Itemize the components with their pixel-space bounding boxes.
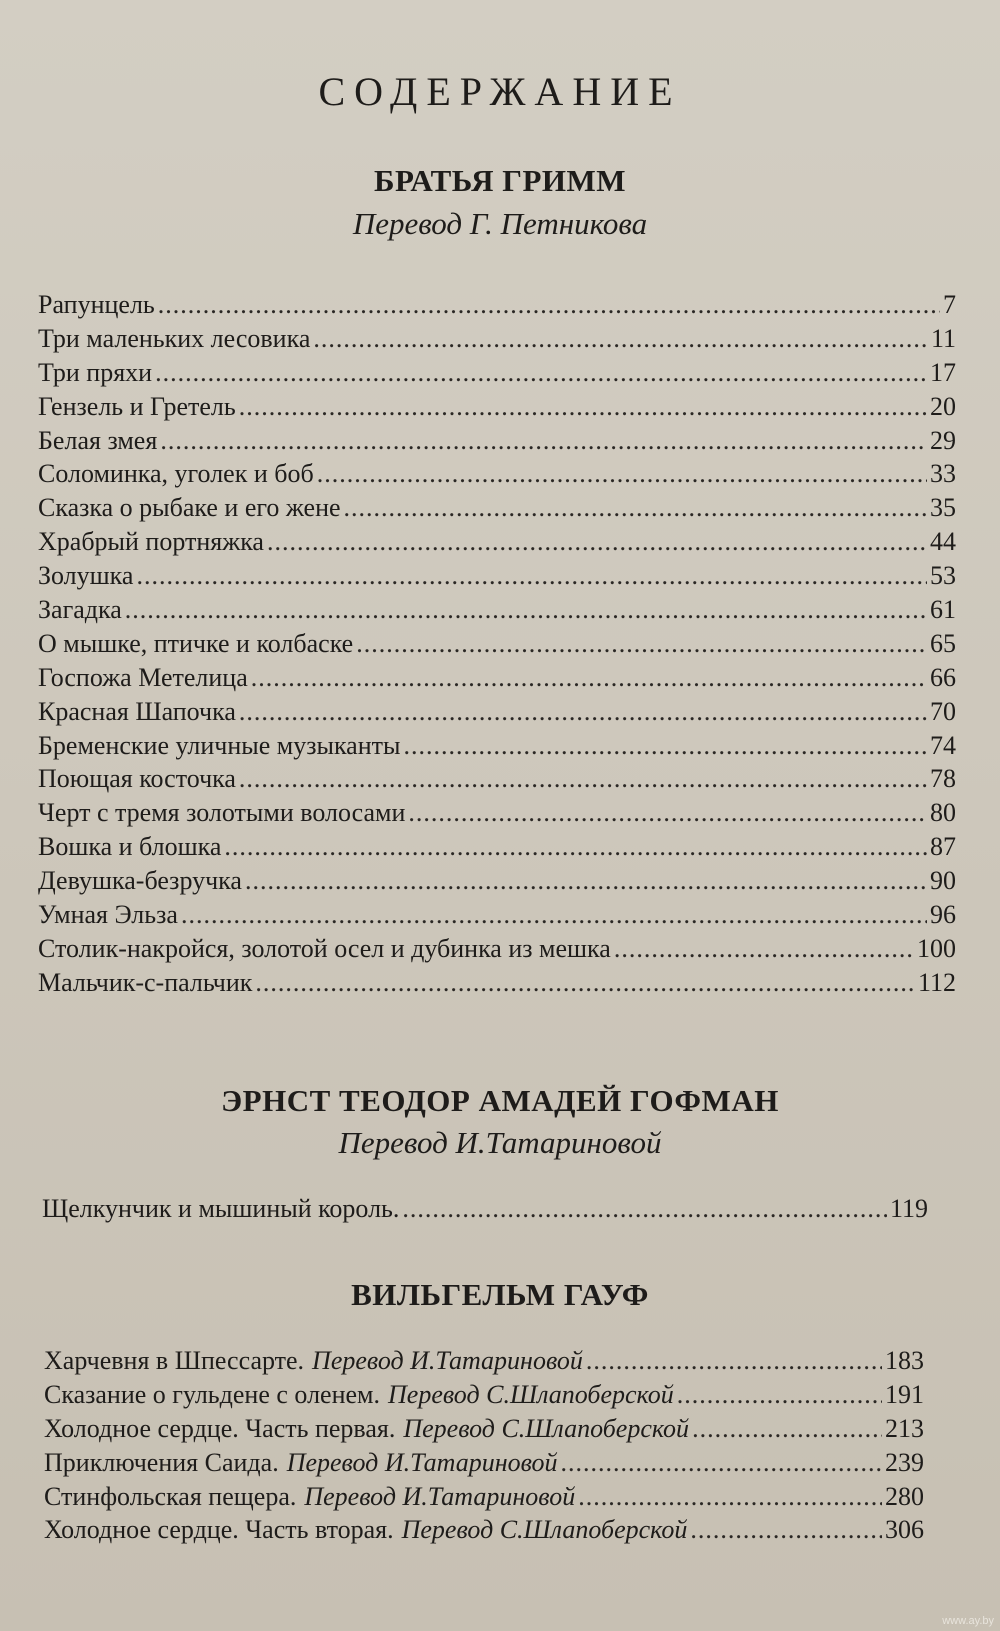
dot-leader [403, 729, 927, 763]
toc-entry [38, 457, 956, 491]
entry-page-number: 65 [930, 628, 956, 658]
entry-page-number: 20 [930, 391, 956, 421]
dot-leader [690, 1513, 882, 1547]
dot-leader [125, 593, 927, 627]
watermark-text: www.ay.by [942, 1615, 994, 1627]
toc-entry [38, 796, 956, 830]
entry-page-number: 80 [930, 798, 956, 828]
toc-entry [38, 661, 956, 695]
entry-page-number: 78 [930, 764, 956, 794]
entry-title: Харчевня в Шпессарте. [44, 1346, 305, 1375]
toc-entry [38, 356, 956, 390]
entry-page-number: 44 [930, 527, 956, 557]
dot-leader [245, 864, 927, 898]
toc-entry [38, 695, 956, 729]
section-author: БРАТЬЯ ГРИММ [373, 163, 627, 198]
toc-list [42, 1192, 928, 1226]
entry-title: Холодное сердце. Часть первая. [44, 1413, 396, 1443]
section-translator: Перевод И.Татариновой [338, 1125, 662, 1160]
entry-title: Три пряхи [38, 357, 153, 387]
toc-entry [38, 424, 956, 458]
entry-page-number: 70 [930, 696, 956, 726]
toc-entry [38, 864, 956, 898]
entry-page-number: 96 [930, 900, 956, 930]
entry-page-number: 17 [930, 357, 956, 387]
entry-title: Черт с тремя золотыми волосами [38, 798, 406, 828]
entry-page-number: 306 [885, 1515, 924, 1545]
entry-page-number: 11 [930, 323, 956, 353]
toc-entry [38, 559, 956, 593]
toc-entry [38, 966, 956, 1000]
entry-page-number: 66 [930, 662, 956, 692]
dot-leader [251, 661, 927, 695]
dot-leader [267, 525, 927, 559]
entry-translator: Перевод С.Шлапоберской [401, 1515, 688, 1545]
entry-translator: Перевод И.Татариновой [304, 1481, 576, 1511]
entry-title: Сказание о гульдене с оленем. [44, 1379, 380, 1409]
toc-entry [38, 729, 956, 763]
dot-leader [317, 457, 927, 491]
toc-entry [38, 525, 956, 559]
toc-entry [44, 1412, 924, 1446]
entry-title: Госпожа Метелица [38, 662, 248, 692]
toc-entry [38, 627, 956, 661]
entry-page-number: 183 [885, 1346, 924, 1375]
section-author: ЭРНСТ ТЕОДОР АМАДЕЙ ГОФМАН [221, 1083, 779, 1118]
entry-title: Мальчик-с-пальчик [38, 967, 253, 997]
entry-title: Гензель и Гретель [38, 391, 236, 421]
entry-title: Храбрый портняжка [38, 527, 264, 557]
dot-leader [239, 390, 927, 424]
dot-leader [586, 1344, 882, 1378]
entry-title: Вошка и блошка [38, 832, 222, 862]
dot-leader [344, 491, 927, 525]
entry-title: Соломинка, уголек и боб [38, 459, 314, 489]
dot-leader [136, 559, 927, 593]
toc-entry [44, 1446, 924, 1480]
dot-leader [356, 627, 927, 661]
dot-leader [224, 830, 927, 864]
dot-leader [239, 762, 927, 796]
toc-entry [44, 1378, 924, 1412]
toc-entry [38, 932, 956, 966]
entry-page-number: 61 [930, 595, 956, 625]
entry-translator: Перевод С.Шлапоберской [403, 1413, 690, 1443]
dot-leader [692, 1412, 882, 1446]
dot-leader [255, 966, 915, 1000]
entry-title: Белая змея [38, 425, 158, 455]
entry-title: Столик-накройся, золотой осел и дубинка из мешка [38, 933, 611, 963]
toc-entry [38, 830, 956, 864]
toc-entry [44, 1480, 924, 1514]
entry-title: Золушка [38, 561, 134, 591]
entry-page-number: 87 [930, 832, 956, 862]
entry-page-number: 239 [885, 1447, 924, 1477]
entry-title: Умная Эльза [38, 900, 178, 930]
entry-page-number: 35 [930, 493, 956, 523]
entry-title: Холодное сердце. Часть вторая. [44, 1515, 394, 1545]
dot-leader [181, 898, 927, 932]
entry-title: О мышке, птичке и колбаске [38, 628, 354, 658]
toc-entry [44, 1513, 924, 1547]
entry-title: Бременские уличные музыканты [38, 730, 401, 760]
page-title: СОДЕРЖАНИЕ [318, 69, 682, 114]
dot-leader [402, 1192, 887, 1226]
entry-page-number: 119 [889, 1194, 928, 1223]
dot-leader [313, 322, 928, 356]
dot-leader [239, 695, 927, 729]
entry-title: Красная Шапочка [38, 696, 236, 726]
entry-page-number: 280 [885, 1481, 924, 1511]
toc-list [38, 288, 956, 1000]
entry-page-number: 33 [930, 459, 956, 489]
toc-entry [44, 1344, 924, 1378]
toc-entry [38, 762, 956, 796]
toc-entry [38, 288, 956, 322]
entry-page-number: 29 [930, 425, 956, 455]
entry-title: Поющая косточка [38, 764, 236, 794]
entry-page-number: 7 [943, 290, 956, 319]
toc-entry [38, 898, 956, 932]
entry-translator: Перевод И.Татариновой [286, 1447, 558, 1477]
entry-title: Щелкунчик и мышиный король. [42, 1194, 400, 1223]
dot-leader [158, 288, 940, 322]
entry-page-number: 112 [917, 967, 956, 997]
toc-entry [38, 593, 956, 627]
entry-title: Девушка-безручка [38, 866, 242, 896]
dot-leader [561, 1446, 882, 1480]
toc-entry [38, 491, 956, 525]
dot-leader [408, 796, 927, 830]
entry-page-number: 74 [930, 730, 956, 760]
toc-list [44, 1344, 924, 1547]
entry-page-number: 191 [885, 1379, 924, 1409]
entry-page-number: 53 [930, 561, 956, 591]
toc-entry [38, 390, 956, 424]
dot-leader [578, 1480, 882, 1514]
entry-page-number: 213 [885, 1413, 924, 1443]
entry-title: Три маленьких лесовика [38, 323, 311, 353]
entry-page-number: 100 [917, 933, 956, 963]
entry-page-number: 90 [930, 866, 956, 896]
entry-title: Приключения Саида. [44, 1447, 279, 1477]
section-translator: Перевод Г. Петникова [352, 206, 648, 241]
entry-title: Стинфольская пещера. [44, 1481, 297, 1511]
toc-entry [38, 322, 956, 356]
dot-leader [677, 1378, 882, 1412]
entry-title: Загадка [38, 595, 122, 625]
entry-translator: Перевод С.Шлапоберской [388, 1379, 674, 1409]
dot-leader [160, 424, 927, 458]
dot-leader [614, 932, 914, 966]
entry-title: Рапунцель [38, 290, 155, 319]
section-author: ВИЛЬГЕЛЬМ ГАУФ [351, 1277, 649, 1312]
toc-entry [42, 1192, 928, 1226]
dot-leader [155, 356, 927, 390]
entry-translator: Перевод И.Татариновой [312, 1346, 583, 1375]
entry-title: Сказка о рыбаке и его жене [38, 493, 341, 523]
